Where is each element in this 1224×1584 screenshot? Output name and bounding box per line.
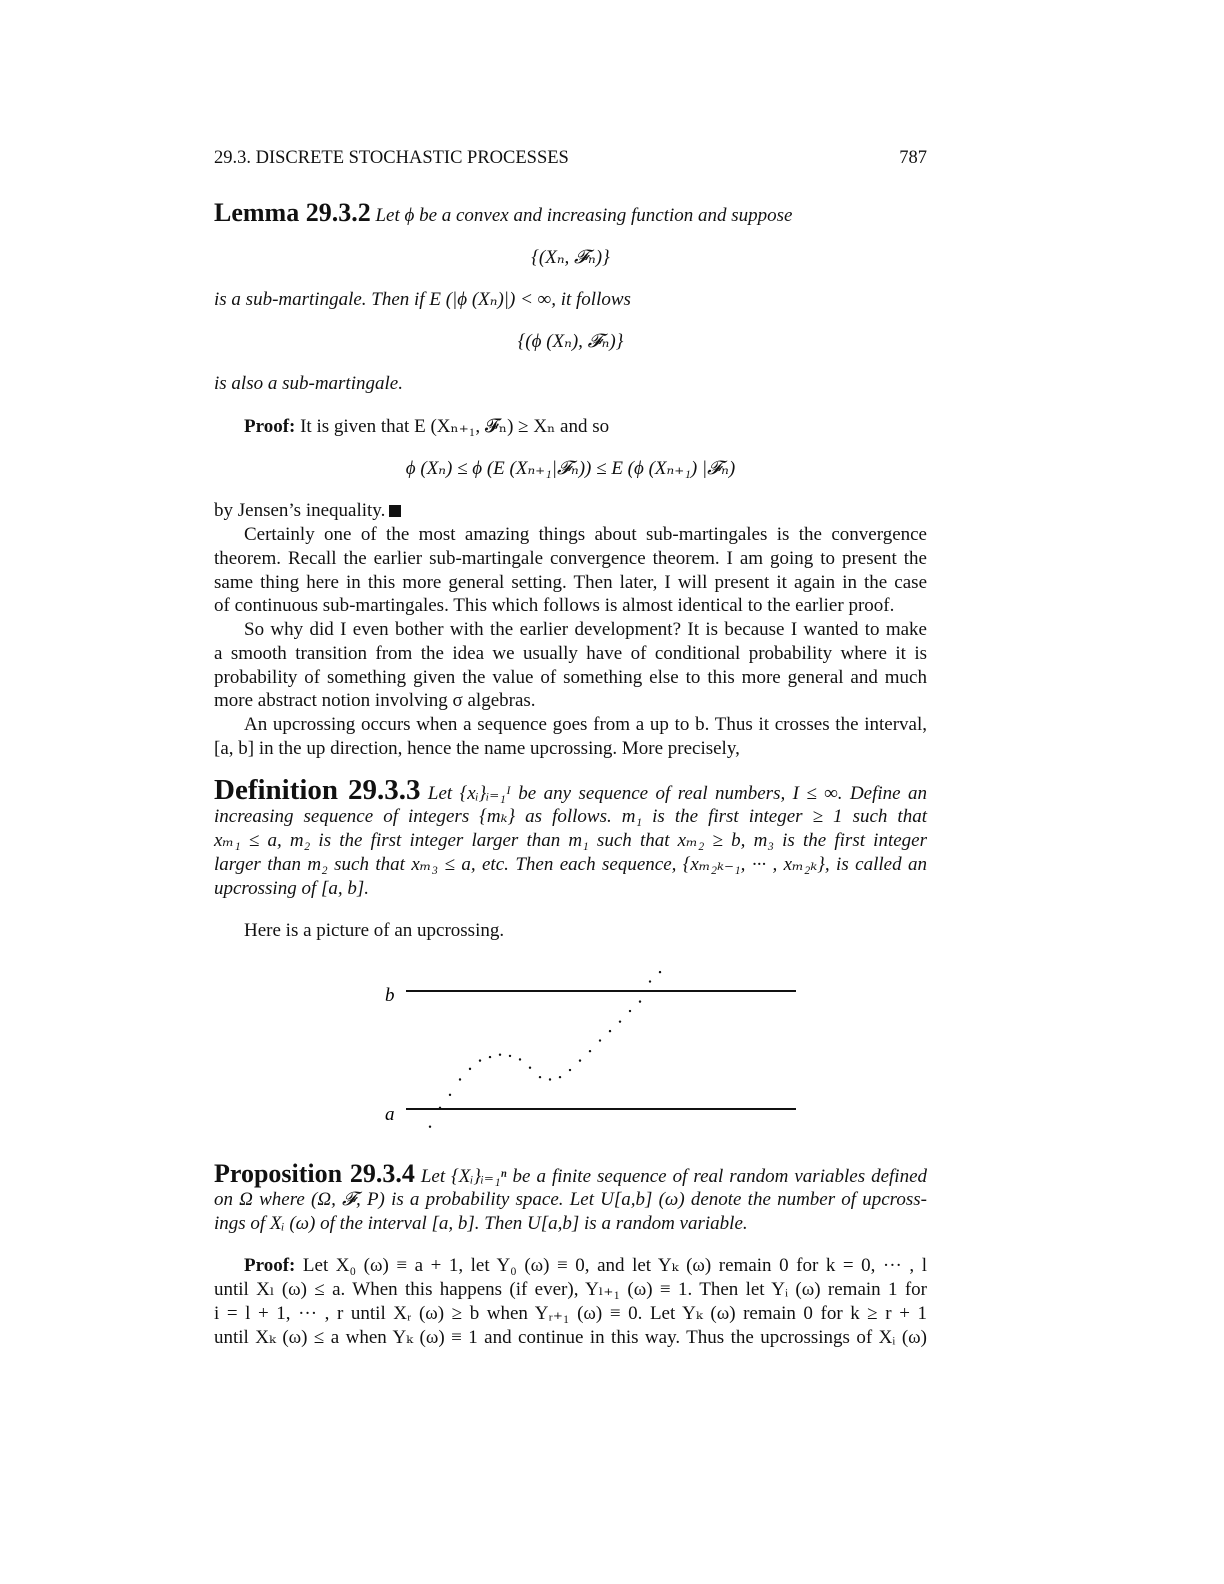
proof-2-label: Proof:: [244, 1255, 296, 1276]
sequence-point-11: [539, 1076, 541, 1078]
level-b-label: b: [385, 985, 395, 1006]
sequence-point-17: [599, 1039, 601, 1041]
lemma-text-3: is also a sub-martingale.: [214, 373, 403, 394]
para-1-line-3: same thing here in this more general setting. Then later, I will present it again in the case: [214, 572, 927, 593]
sequence-point-6: [489, 1056, 491, 1058]
sequence-point-20: [629, 1010, 631, 1012]
proof-1-line: [214, 415, 927, 439]
upcrossing-figure: [370, 955, 810, 1140]
sequence-point-1: [439, 1107, 441, 1109]
lemma-display-1: {(Xₙ, 𝓕ₙ)}: [531, 247, 610, 268]
lemma-text-2: is a sub-martingale. Then if E (|ϕ (Xₙ)|) < ∞, it follows: [214, 289, 631, 310]
para-3-line-2: [a, b] in the up direction, hence the name upcrossing. More precisely,: [214, 738, 740, 759]
para-2-line-2: a smooth transition from the idea we usually have of conditional probability where it is: [214, 643, 927, 664]
sequence-points: [429, 971, 661, 1128]
lemma-label: Lemma 29.3.2: [214, 198, 371, 227]
definition-line-4: larger than m₂ such that xₘ₃ ≤ a, etc. Then each sequence, {xₘ₂ₖ₋₁, ··· , xₘ₂ₖ}, is called an: [214, 854, 927, 875]
proof-1-closing: [214, 499, 927, 523]
running-head: [214, 148, 927, 169]
qed-square-icon: [389, 505, 401, 517]
sequence-point-12: [549, 1078, 551, 1080]
section-title: 29.3. DISCRETE STOCHASTIC PROCESSES: [214, 148, 569, 168]
sequence-point-15: [579, 1059, 581, 1061]
proposition-line-1: [214, 1159, 928, 1189]
sequence-point-14: [569, 1069, 571, 1071]
sequence-point-0: [429, 1126, 431, 1128]
sequence-point-2: [449, 1094, 451, 1096]
sequence-point-3: [459, 1078, 461, 1080]
sequence-point-16: [589, 1050, 591, 1052]
proof-1-display: ϕ (Xₙ) ≤ ϕ (E (Xₙ₊₁|𝓕ₙ)) ≤ E (ϕ (Xₙ₊₁) |𝓕ₙ): [405, 458, 736, 479]
definition-line-2: increasing sequence of integers {mₖ} as follows. m₁ is the first integer ≥ 1 such that: [214, 806, 927, 827]
para-1-line-2: theorem. Recall the earlier sub-martingale convergence theorem. I am going to present the: [214, 548, 927, 569]
proof-1-closing-text: by Jensen’s inequality.: [214, 500, 386, 521]
proof-1-label: Proof:: [244, 416, 296, 437]
sequence-point-23: [659, 971, 661, 973]
figure-intro: Here is a picture of an upcrossing.: [244, 920, 505, 941]
page-number: 787: [899, 148, 927, 168]
para-2-line-3: probability of something given the value of something else to this more general and much: [214, 667, 927, 688]
sequence-point-4: [469, 1068, 471, 1070]
definition-line-1: [214, 774, 928, 806]
sequence-point-19: [619, 1020, 621, 1022]
sequence-point-10: [529, 1067, 531, 1069]
sequence-point-5: [479, 1059, 481, 1061]
para-2-line-1: So why did I even bother with the earlier development? It is because I wanted to make: [244, 619, 927, 640]
proposition-text-1: Let {Xᵢ}ᵢ₌₁ⁿ be a finite sequence of real random variables defined: [420, 1166, 928, 1187]
proof-2-line-4: until Xₖ (ω) ≤ a when Yₖ (ω) ≡ 1 and continue in this way. Thus the upcrossings of Xᵢ (ω): [214, 1327, 927, 1348]
proof-2-text-1: Let X₀ (ω) ≡ a + 1, let Y₀ (ω) ≡ 0, and let Yₖ (ω) remain 0 for k = 0, ··· , l: [302, 1255, 928, 1276]
level-a-label: a: [385, 1104, 395, 1125]
proof-2-line-1: [214, 1254, 927, 1278]
proposition-line-3: ings of Xᵢ (ω) of the interval [a, b]. Then U[a,b] is a random variable.: [214, 1213, 748, 1234]
definition-line-3: xₘ₁ ≤ a, m₂ is the first integer larger than m₁ such that xₘ₂ ≥ b, m₃ is the first integer: [214, 830, 927, 851]
para-3-line-1: An upcrossing occurs when a sequence goes from a up to b. Thus it crosses the interval,: [244, 714, 927, 735]
para-1-line-1: Certainly one of the most amazing things about sub-martingales is the convergence: [244, 524, 927, 545]
sequence-point-9: [519, 1058, 521, 1060]
definition-text-1: Let {xᵢ}ᵢ₌₁ᴵ be any sequence of real numbers, I ≤ ∞. Define an: [427, 783, 928, 804]
proof-1-text: It is given that E (Xₙ₊₁, 𝓕ₙ) ≥ Xₙ and so: [300, 416, 610, 437]
para-2-line-4: more abstract notion involving σ algebras.: [214, 690, 536, 711]
sequence-point-7: [499, 1054, 501, 1056]
para-1-line-4: of continuous sub-martingales. This which follows is almost identical to the earlier proof.: [214, 595, 895, 616]
lemma-statement-line-1: [214, 198, 927, 228]
sequence-point-21: [639, 1000, 641, 1002]
sequence-point-22: [649, 980, 651, 982]
proposition-label: Proposition 29.3.4: [214, 1159, 415, 1188]
sequence-point-13: [559, 1076, 561, 1078]
sequence-point-8: [509, 1055, 511, 1057]
sequence-point-18: [609, 1030, 611, 1032]
lemma-text-1: Let ϕ be a convex and increasing function and suppose: [375, 205, 793, 226]
lemma-display-2: {(ϕ (Xₙ), 𝓕ₙ)}: [517, 331, 624, 352]
definition-label: Definition 29.3.3: [214, 774, 421, 806]
definition-line-5: upcrossing of [a, b].: [214, 878, 370, 899]
proposition-line-2: on Ω where (Ω, 𝓕, P) is a probability space. Let U[a,b] (ω) denote the number of upcross-: [214, 1189, 927, 1210]
proof-2-line-3: i = l + 1, ··· , r until Xᵣ (ω) ≥ b when Yᵣ₊₁ (ω) ≡ 0. Let Yₖ (ω) remain 0 for k ≥ r + 1: [214, 1303, 927, 1324]
proof-2-line-2: until Xₗ (ω) ≤ a. When this happens (if ever), Yₗ₊₁ (ω) ≡ 1. Then let Yᵢ (ω) remain 1 for: [214, 1279, 927, 1300]
